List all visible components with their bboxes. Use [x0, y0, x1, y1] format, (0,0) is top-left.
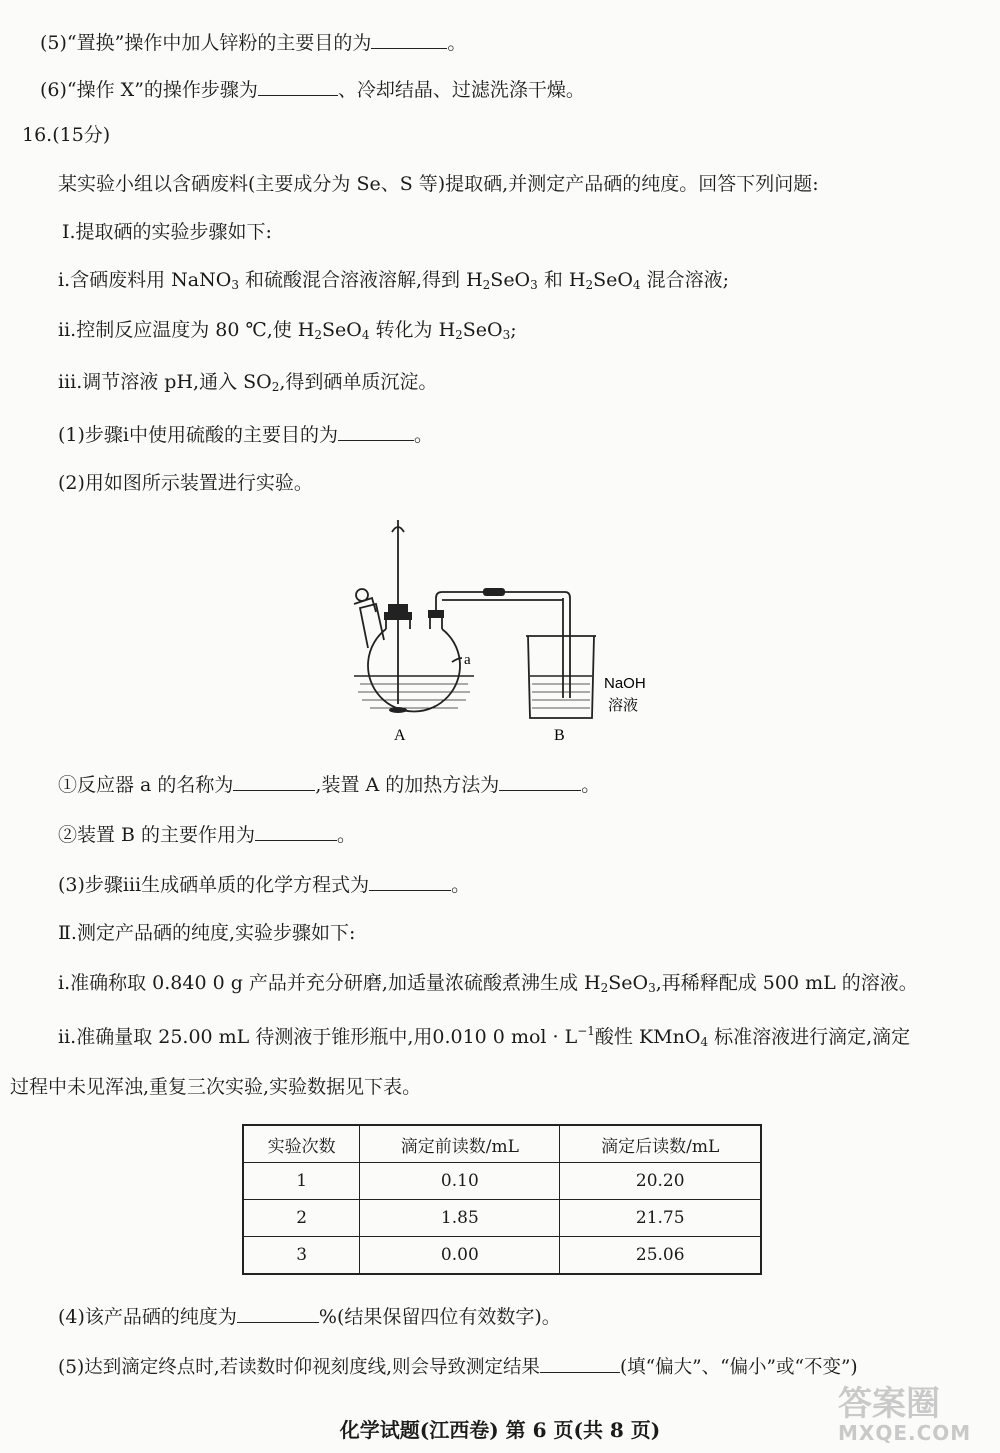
- answer-blank[interactable]: [255, 820, 337, 841]
- table-header: 滴定前读数/mL: [360, 1125, 560, 1163]
- q15-item6: (6)“操作 X”的操作步骤为 、冷却结晶、过滤洗涤干燥。: [40, 75, 585, 103]
- part2-title: Ⅱ.测定产品硒的纯度,实验步骤如下:: [58, 922, 356, 944]
- table-cell: 21.75: [560, 1200, 761, 1237]
- answer-blank[interactable]: [237, 1302, 319, 1323]
- flask-body: [368, 629, 460, 711]
- question-2-1: ①反应器 a 的名称为 ,装置 A 的加热方法为 。: [58, 770, 600, 798]
- table-cell: 1: [243, 1163, 360, 1200]
- q15-item5: (5)“置换”操作中加人锌粉的主要目的为 。: [40, 28, 466, 56]
- stir-bar: [389, 707, 407, 713]
- question-3: (3)步骤ⅲ生成硒单质的化学方程式为 。: [58, 870, 470, 898]
- beaker: [528, 636, 594, 718]
- answer-blank[interactable]: [540, 1352, 620, 1373]
- answer-blank[interactable]: [499, 770, 581, 791]
- label-naoh: NaOH: [604, 675, 646, 692]
- table-cell: 3: [243, 1237, 360, 1275]
- answer-blank[interactable]: [233, 770, 315, 791]
- side-stopper: [428, 610, 444, 618]
- question-5: (5)达到滴定终点时,若读数时仰视刻度线,则会导致测定结果 (填“偏大”、“偏小”或“不变”): [58, 1352, 858, 1381]
- table-row: [243, 1237, 761, 1275]
- table-row: [243, 1200, 761, 1237]
- table-cell: 25.06: [560, 1237, 761, 1275]
- label-solution: 溶液: [608, 696, 639, 714]
- q16-header: 16.(15分): [22, 124, 111, 146]
- table-cell: 20.20: [560, 1163, 761, 1200]
- part2-step-1: ⅰ.准确称取 0.840 0 g 产品并充分研磨,加适量浓硫酸煮沸生成 $H_2SeO_3$,再稀释配成 500 mL 的溶液。: [58, 972, 918, 995]
- label-A: A: [394, 727, 406, 744]
- answer-blank[interactable]: [338, 420, 414, 441]
- page-footer: 化学试题(江西卷) 第 6 页(共 8 页): [339, 1418, 661, 1442]
- label-B: B: [554, 727, 565, 744]
- answer-blank[interactable]: [258, 75, 338, 96]
- table-cell: 2: [243, 1200, 360, 1237]
- table-cell: 1.85: [360, 1200, 560, 1237]
- step-3: ⅲ.调节溶液 pH,通入 $SO_2$,得到硒单质沉淀。: [58, 371, 438, 394]
- part2-step-2-cont: 过程中未见浑浊,重复三次实验,实验数据见下表。: [10, 1076, 422, 1098]
- table-header-row: [243, 1125, 761, 1163]
- table-cell: 0.10: [360, 1163, 560, 1200]
- funnel-stopper: [356, 589, 368, 601]
- tube-clamp: [483, 588, 505, 596]
- part1-title: Ⅰ.提取硒的实验步骤如下:: [62, 221, 272, 243]
- question-4: (4)该产品硒的纯度为 %(结果保留四位有效数字)。: [58, 1302, 561, 1330]
- q16-intro: 某实验小组以含硒废料(主要成分为 Se、S 等)提取硒,并测定产品硒的纯度。回答下列问题:: [58, 173, 819, 195]
- question-2: (2)用如图所示装置进行实验。: [58, 472, 313, 494]
- apparatus-diagram: [340, 512, 670, 752]
- step-2: ⅱ.控制反应温度为 80 ℃,使 $H_2SeO_4$ 转化为 $H_2SeO_3$;: [58, 319, 517, 342]
- table-row: [243, 1163, 761, 1200]
- question-2-2: ②装置 B 的主要作用为 。: [58, 820, 356, 848]
- question-1: (1)步骤ⅰ中使用硫酸的主要目的为 。: [58, 420, 433, 448]
- table-header: 滴定后读数/mL: [560, 1125, 761, 1163]
- table-cell: 0.00: [360, 1237, 560, 1275]
- answer-blank[interactable]: [369, 870, 451, 891]
- table-header: 实验次数: [243, 1125, 360, 1163]
- flask-side-neck: [360, 604, 384, 648]
- answer-blank[interactable]: [371, 28, 447, 49]
- label-a: a: [464, 652, 471, 668]
- center-stopper: [384, 612, 412, 620]
- part2-step-2: ⅱ.准确量取 25.00 mL 待测液于锥形瓶中,用0.010 0 mol · $L^{-1}$酸性 KMnO$_4$ 标准溶液进行滴定,滴定: [58, 1024, 911, 1049]
- titration-data-table: [242, 1124, 762, 1275]
- step-1: ⅰ.含硒废料用 NaNO$_3$ 和硫酸混合溶液溶解,得到 $H_2SeO_3$ 和 $H_2SeO_4$ 混合溶液;: [58, 269, 730, 292]
- watermark-logo: 答案圈 MXQE.COM: [838, 1384, 972, 1445]
